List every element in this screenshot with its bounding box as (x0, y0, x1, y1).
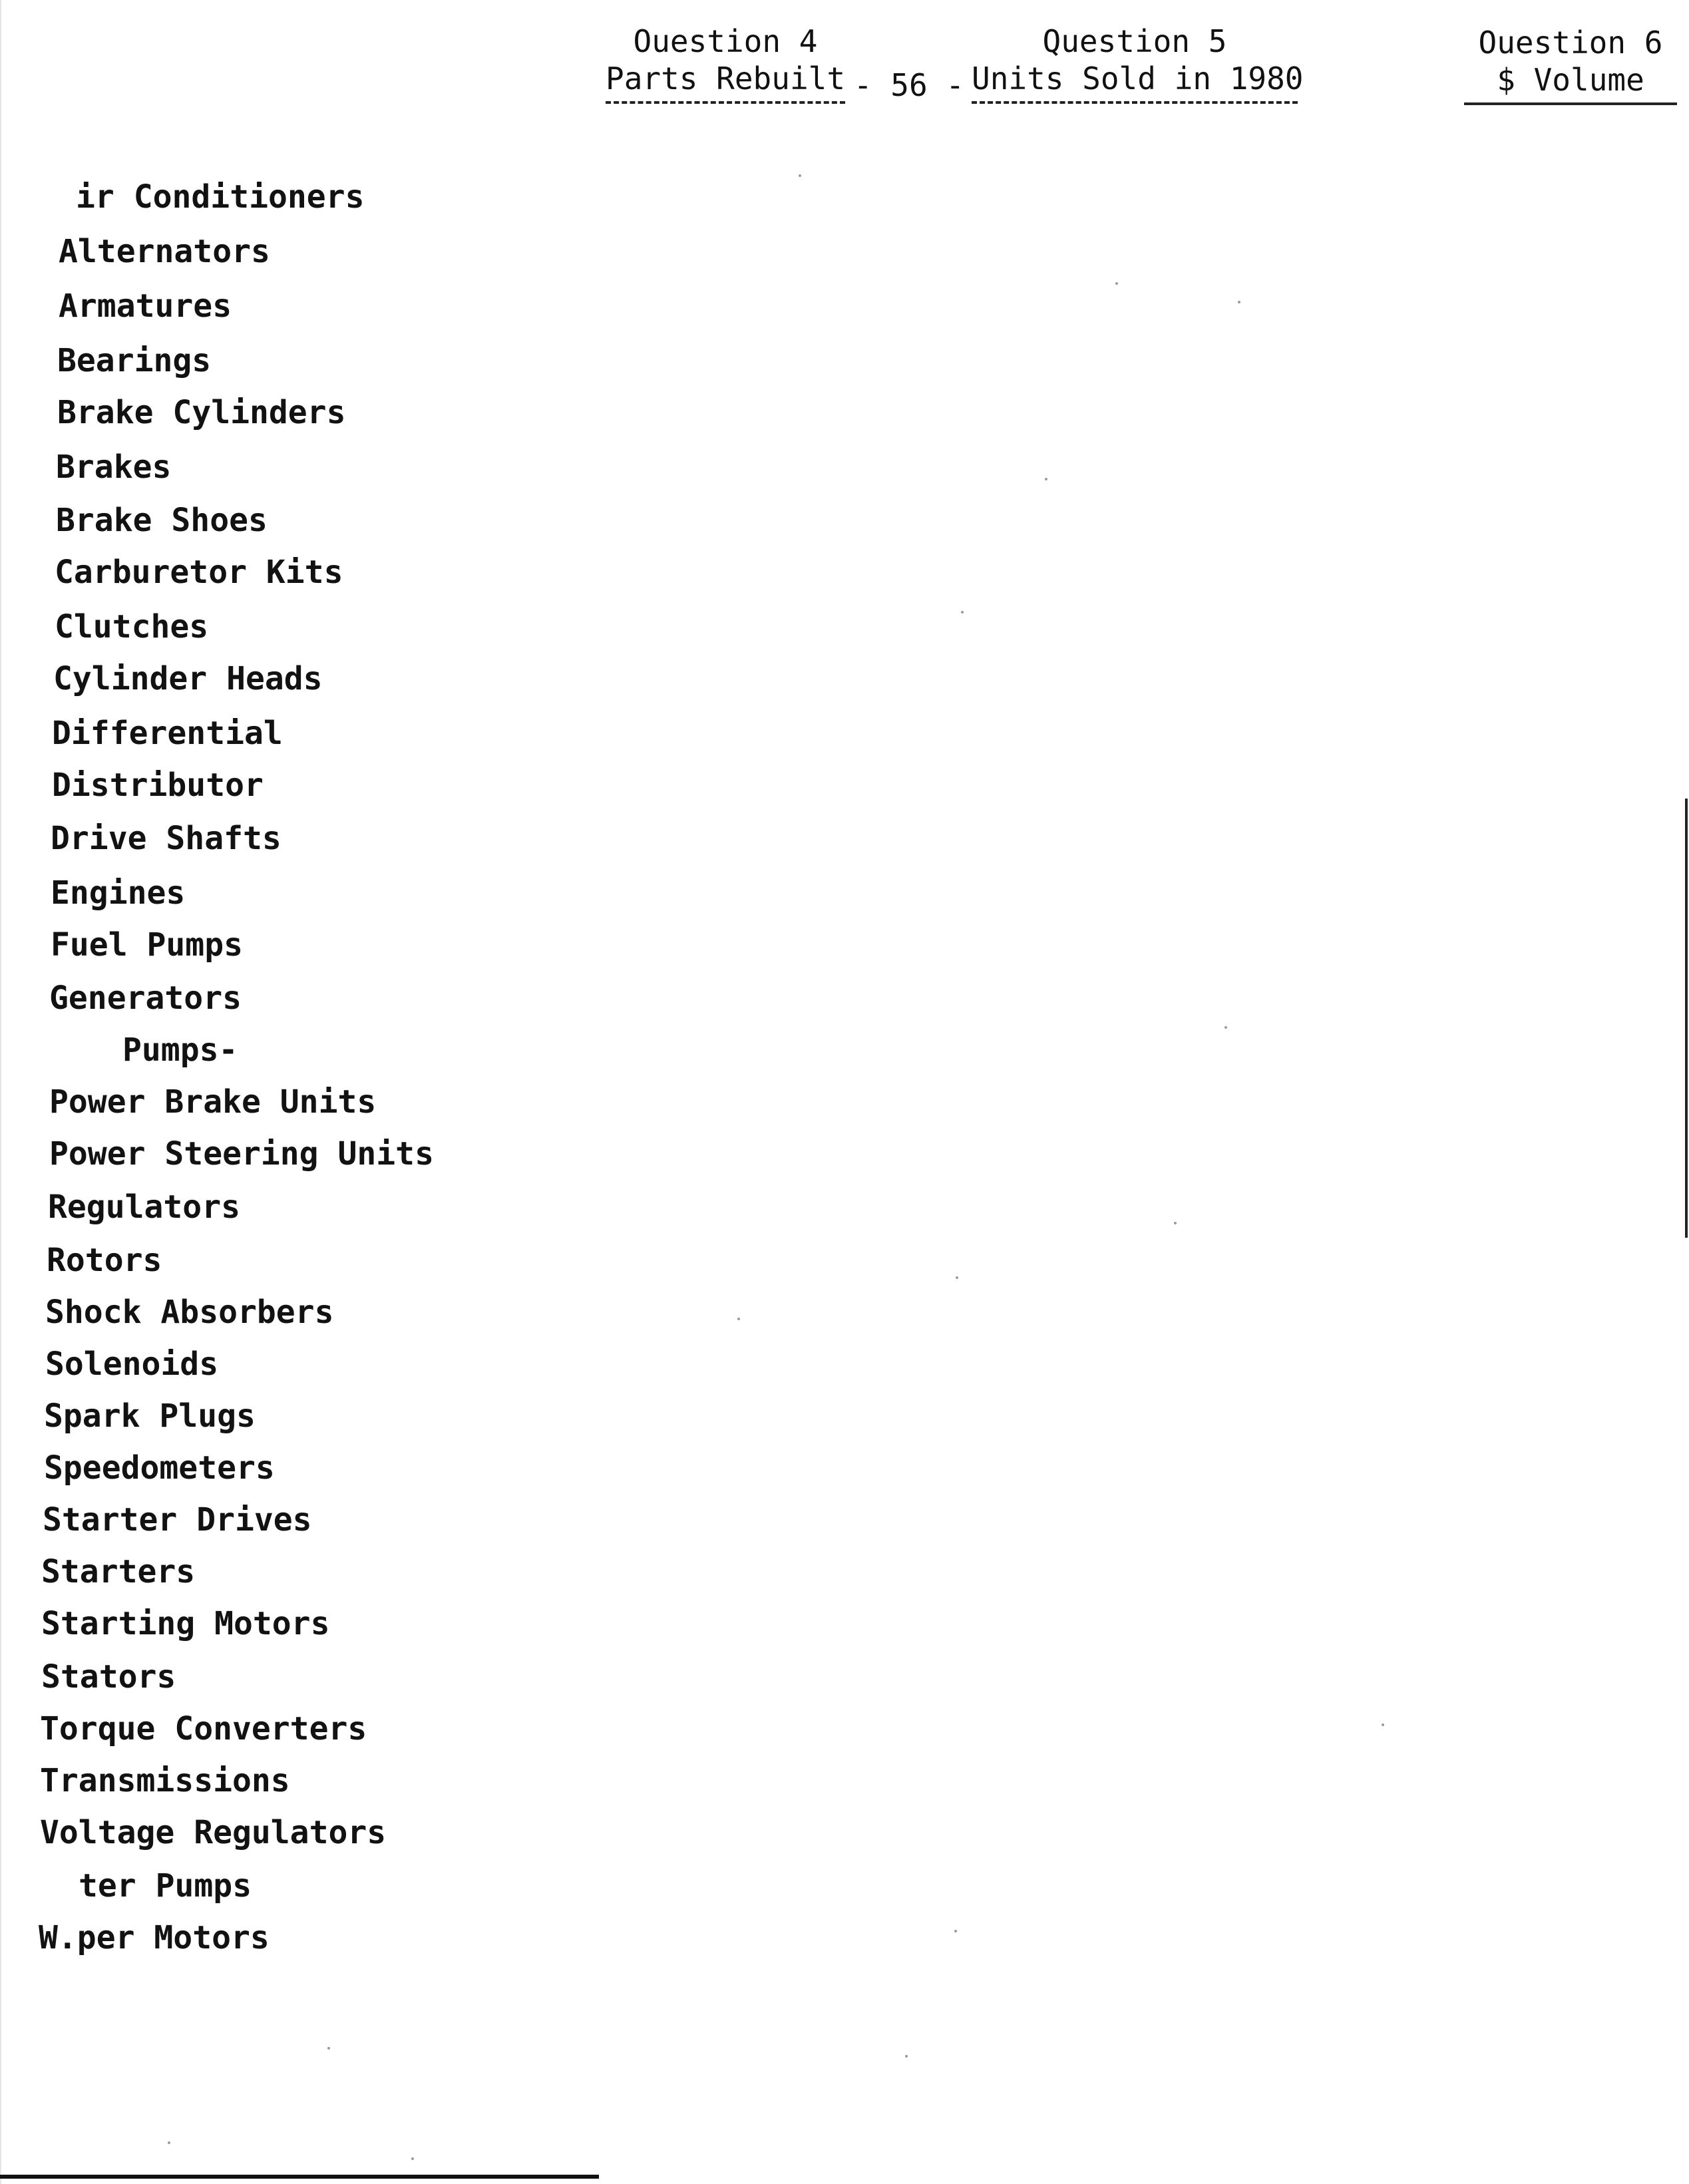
part-list-item: ter Pumps (79, 1867, 252, 1905)
part-list-item: Brake Shoes (56, 502, 268, 539)
part-list-item: Starters (41, 1553, 196, 1590)
header-question-4-number: Ouestion 4 (633, 23, 818, 59)
bottom-rule (0, 2175, 599, 2179)
part-list-item: Regulators (48, 1188, 240, 1226)
part-list-item: Pumps- (122, 1031, 238, 1069)
scan-speck (961, 611, 964, 614)
scan-speck (956, 1276, 958, 1279)
header-question-5-number: Question 5 (1042, 23, 1227, 59)
part-list-item: Differential (52, 715, 283, 752)
scan-speck (1238, 301, 1240, 303)
header-question-6-number: Ouestion 6 (1478, 25, 1663, 61)
part-list-item: W.per Motors (39, 1919, 270, 1956)
part-list-item: Speedometers (44, 1449, 275, 1487)
header-question-5-title: Units Sold in 1980 (972, 60, 1298, 104)
part-list-item: Brake Cylinders (57, 394, 346, 431)
header-question-4 (606, 23, 845, 104)
part-list-item: Alternators (59, 233, 270, 270)
part-list-item: Power Brake Units (49, 1083, 377, 1121)
part-list-item: Spark Plugs (44, 1397, 256, 1435)
scan-speck (327, 2047, 330, 2050)
part-list-item: Cylinder Heads (53, 660, 323, 697)
part-list-item: Torque Converters (40, 1710, 367, 1747)
part-list-item: Carburetor Kits (55, 554, 343, 591)
part-list-item: Starter Drives (43, 1501, 312, 1539)
part-list-item: Power Steering Units (49, 1135, 434, 1173)
header-question-5 (972, 23, 1304, 104)
header-question-4-title: Parts Rebuilt (606, 60, 845, 104)
scan-speck (168, 2141, 170, 2144)
scan-speck (905, 2055, 908, 2058)
part-list-item: Starting Motors (41, 1605, 330, 1642)
part-list-item: Stators (41, 1658, 176, 1696)
part-list-item: Fuel Pumps (51, 926, 243, 964)
part-list-item: Bearings (57, 342, 212, 379)
part-list-item: Rotors (47, 1242, 162, 1279)
scan-speck (1174, 1222, 1177, 1224)
part-list-item: Solenoids (45, 1346, 219, 1383)
scan-speck (411, 2157, 414, 2160)
scan-speck (1045, 478, 1047, 480)
part-list-item: Brakes (56, 449, 172, 486)
header-question-6 (1464, 24, 1677, 105)
part-list-item: ir Conditioners (76, 178, 365, 216)
scan-speck (737, 1318, 740, 1320)
header-question-6-title: $ Volume (1464, 61, 1677, 105)
parts-list (0, 0, 532, 2030)
scan-speck (1224, 1026, 1227, 1029)
scan-speck (1382, 1724, 1384, 1726)
part-list-item: Generators (49, 980, 242, 1017)
part-list-item: Distributor (52, 767, 264, 804)
part-list-item: Armatures (59, 287, 232, 325)
part-list-item: Engines (51, 874, 186, 912)
scan-speck (799, 174, 801, 177)
part-list-item: Drive Shafts (51, 820, 282, 857)
part-list-item: Clutches (55, 608, 209, 645)
page-number: - 56 - (853, 67, 965, 103)
scan-speck (1115, 282, 1118, 285)
scan-right-edge-mark (1685, 799, 1688, 1238)
scan-speck (954, 1930, 957, 1932)
part-list-item: Voltage Regulators (40, 1814, 387, 1851)
part-list-item: Shock Absorbers (45, 1294, 334, 1331)
part-list-item: Transmissions (40, 1762, 290, 1799)
